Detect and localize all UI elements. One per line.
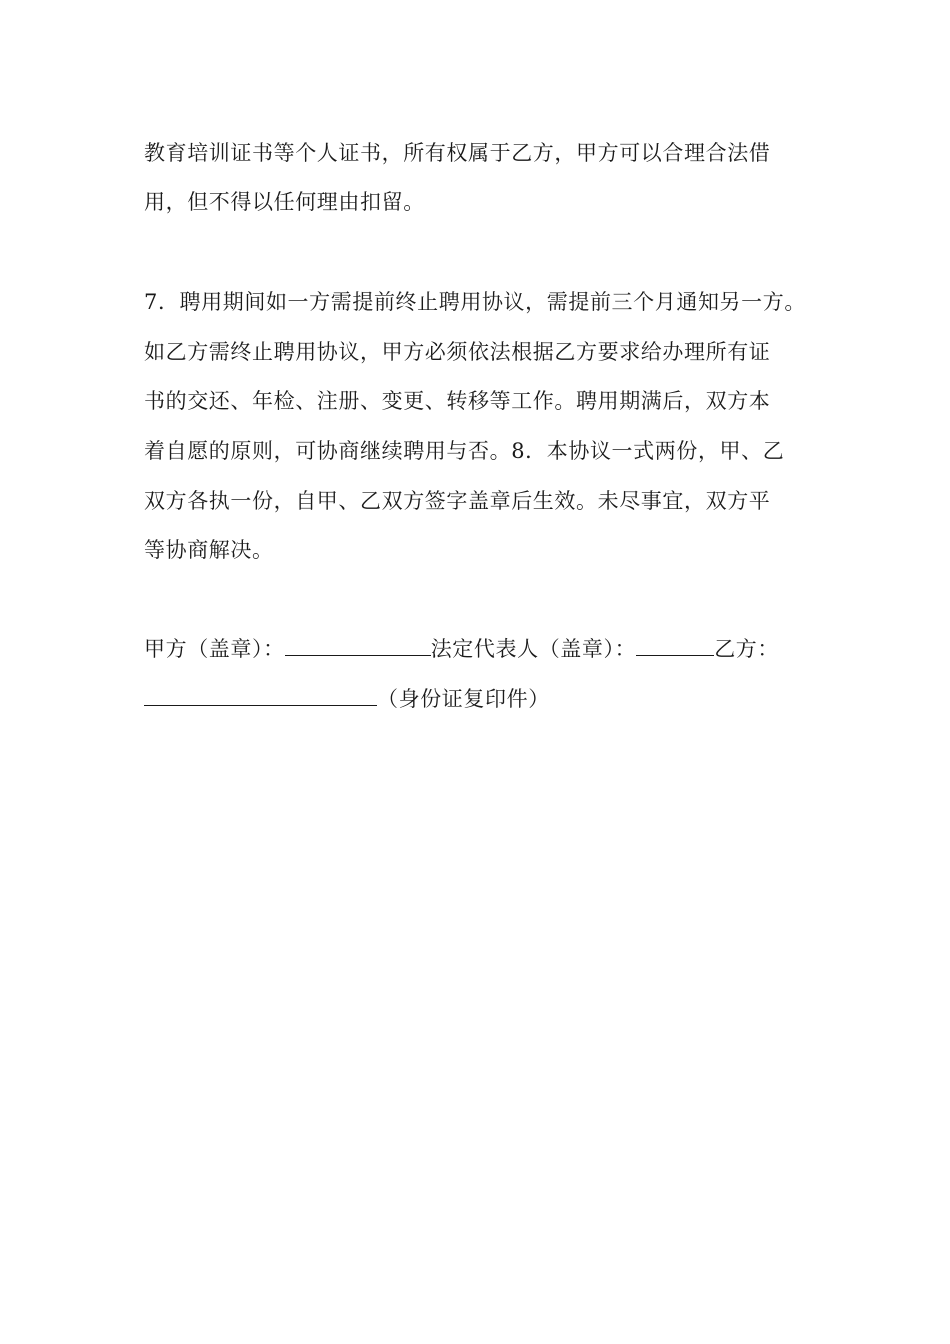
- party-a-signature-blank[interactable]: [285, 637, 431, 656]
- legal-rep-signature-blank[interactable]: [636, 637, 714, 656]
- signature-line-2: [144, 686, 550, 712]
- paragraph-1-line-1: 教育培训证书等个人证书，所有权属于乙方，甲方可以合理合法借: [144, 141, 771, 165]
- paragraph-2-line-3: 书的交还、年检、注册、变更、转移等工作。聘用期满后，双方本: [144, 389, 771, 413]
- paragraph-2-line-4: 着自愿的原则，可协商继续聘用与否。8．本协议一式两份，甲、乙: [144, 439, 785, 463]
- paragraph-2-line-1: 7．聘用期间如一方需提前终止聘用协议，需提前三个月通知另一方。: [144, 290, 806, 314]
- party-a-label: 甲方（盖章）：: [144, 637, 285, 661]
- paragraph-2-line-5: 双方各执一份，自甲、乙双方签字盖章后生效。未尽事宜，双方平: [144, 489, 771, 513]
- paragraph-2-line-2: 如乙方需终止聘用协议，甲方必须依法根据乙方要求给办理所有证: [144, 340, 771, 364]
- signature-line-1: [144, 636, 779, 662]
- id-copy-label: （身份证复印件）: [377, 687, 550, 711]
- paragraph-1-line-2: 用，但不得以任何理由扣留。: [144, 190, 425, 214]
- party-b-label: 乙方：: [714, 637, 780, 661]
- paragraph-2-line-6: 等协商解决。: [144, 538, 274, 562]
- party-b-signature-blank[interactable]: [144, 687, 377, 706]
- legal-rep-label: 法定代表人（盖章）：: [430, 637, 637, 661]
